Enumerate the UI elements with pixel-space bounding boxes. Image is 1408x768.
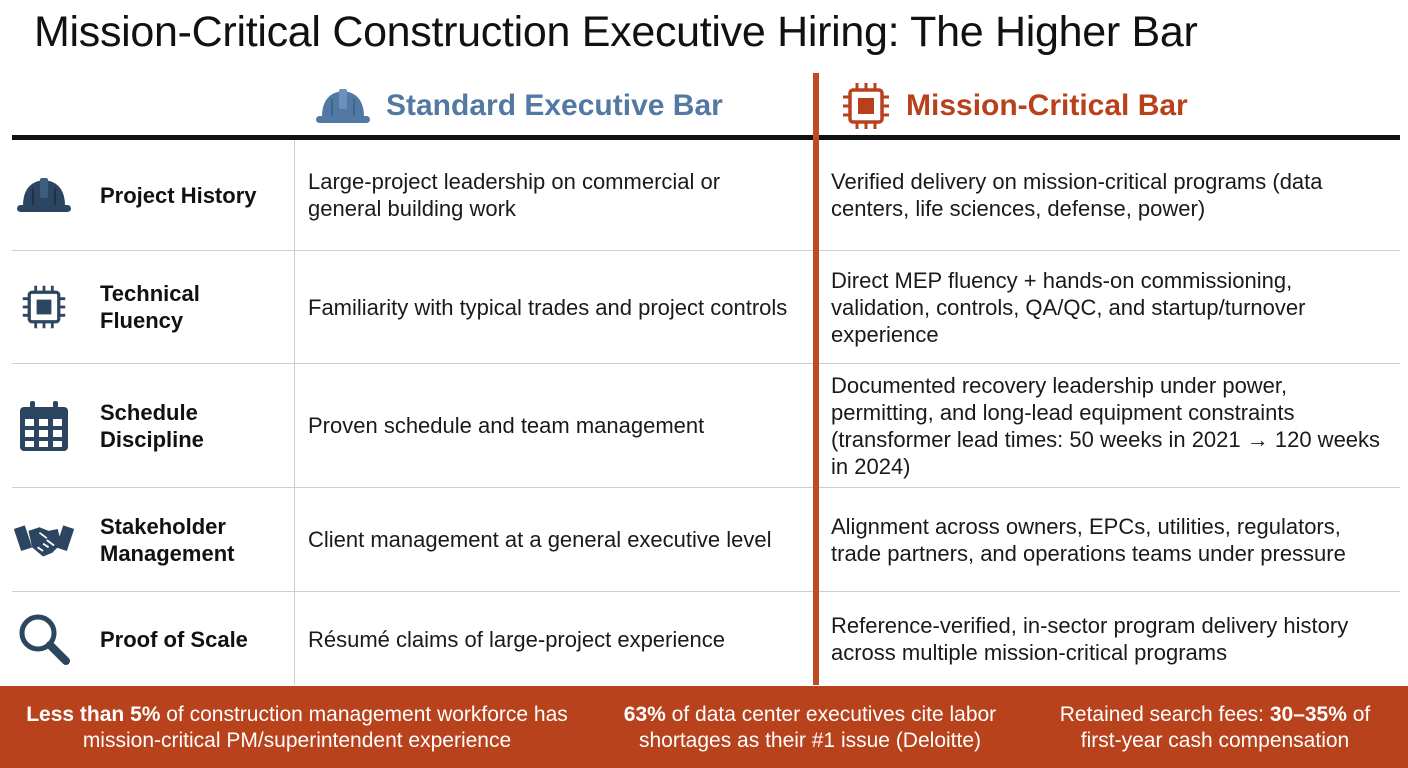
stat-text: of first-year cash compensation [1080, 703, 1371, 752]
chip-icon [840, 80, 892, 132]
footer-stats-bar [0, 686, 1408, 768]
row-label: Schedule Discipline [100, 399, 204, 452]
hard-hat-icon [314, 83, 372, 129]
stat-highlight: Less than 5% [26, 703, 161, 726]
row-icon-cell [12, 251, 76, 363]
magnifier-icon [16, 611, 72, 667]
standard-cell: Client management at a general executive level [308, 527, 772, 552]
row-icon-cell [12, 592, 76, 686]
row-label: Project History [100, 182, 257, 208]
stat-text: of construction management workforce has mission-critical PM/superintendent experience [82, 703, 568, 752]
mission-critical-cell: Alignment across owners, EPCs, utilities, regulators, trade partners, and operations teams under pressure [831, 513, 1346, 566]
mission-critical-column-header [840, 76, 1188, 136]
hard-hat-icon [14, 172, 74, 218]
chip-icon [20, 283, 68, 331]
standard-cell: Familiarity with typical trades and project controls [308, 294, 788, 320]
standard-cell: Proven schedule and team management [308, 413, 705, 438]
row-label: Proof of Scale [100, 626, 248, 652]
standard-cell: Large-project leadership on commercial or general building work [308, 169, 721, 221]
mission-critical-cell: Verified delivery on mission-critical programs (data centers, life sciences, defense, power) [831, 169, 1323, 221]
mission-critical-cell: Reference-verified, in-sector program delivery history across multiple mission-critical programs [831, 613, 1349, 665]
standard-column-label: Standard Executive Bar [386, 89, 723, 122]
row-label: Technical Fluency [100, 281, 200, 333]
stat-prefix: Retained search fees: [1059, 703, 1270, 726]
stat-labor-shortage [600, 702, 1020, 754]
handshake-icon [12, 518, 76, 562]
stat-search-fees [1040, 702, 1390, 754]
stat-workforce [14, 702, 580, 754]
row-icon-cell [12, 364, 76, 487]
stat-text: of data center executives cite labor shortages as their #1 issue (Deloitte) [639, 703, 997, 752]
mission-critical-cell: Direct MEP fluency + hands-on commissioning, validation, controls, QA/QC, and startup/turnover experience [831, 267, 1306, 347]
row-label: Stakeholder Management [100, 513, 235, 566]
page-title: Mission-Critical Construction Executive Hiring: The Higher Bar [34, 8, 1198, 56]
standard-column-header [314, 76, 723, 136]
column-divider-accent [813, 73, 819, 685]
row-icon-cell [12, 140, 76, 250]
calendar-icon [18, 399, 70, 453]
column-separator [294, 140, 295, 685]
stat-highlight: 30–35% [1269, 703, 1347, 726]
mission-critical-cell: Documented recovery leadership under power, permitting, and long-lead equipment constraints (transformer lead times: 50 weeks in 2021 → 120 weeks in 2024) [831, 372, 1381, 479]
row-icon-cell [12, 488, 76, 591]
mission-critical-column-label: Mission-Critical Bar [906, 89, 1188, 122]
stat-highlight: 63% [623, 703, 666, 726]
standard-cell: Résumé claims of large-project experience [308, 626, 725, 652]
